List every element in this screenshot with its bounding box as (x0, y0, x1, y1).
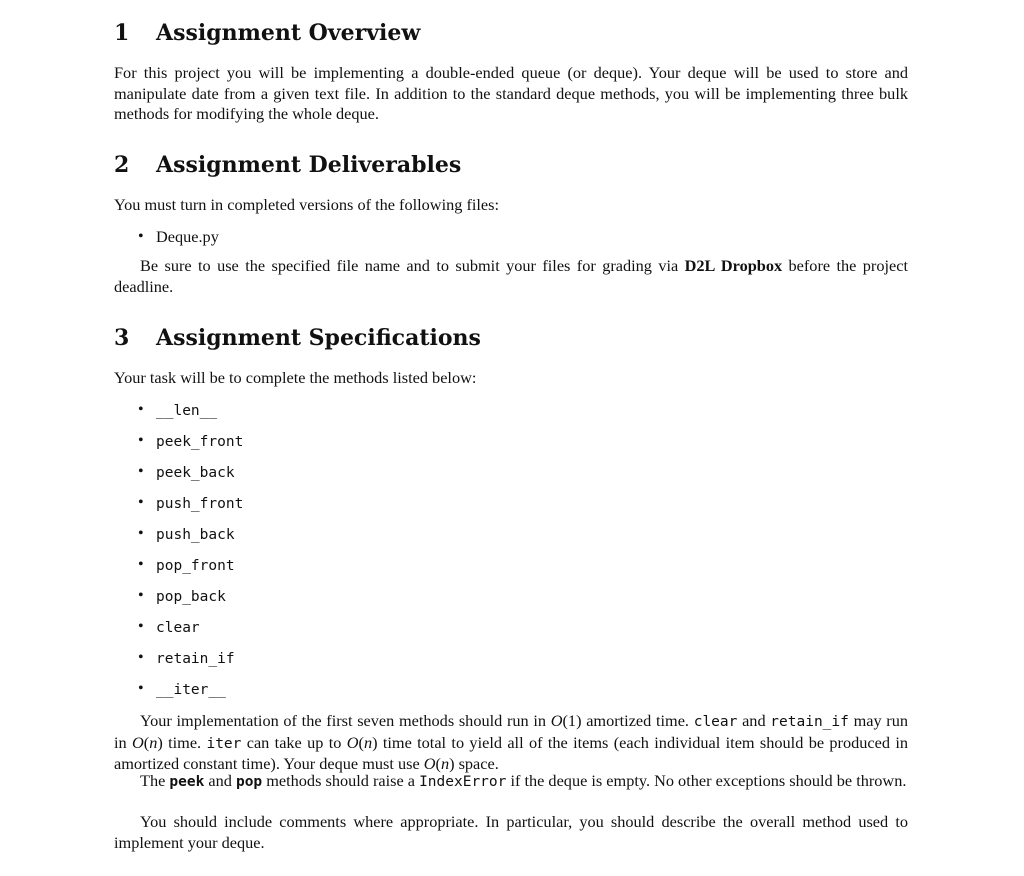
list-item (138, 227, 219, 258)
bullet-icon: • (138, 432, 144, 449)
method-name: clear (156, 620, 200, 636)
bullet-icon: • (138, 228, 144, 245)
method-name: __iter__ (156, 682, 226, 698)
bullet-icon: • (138, 463, 144, 480)
list-item (138, 617, 243, 648)
comments-paragraph: You should include comments where appropriate. In particular, you should describe the overall method used to implement your deque. (114, 812, 908, 852)
method-name: pop_back (156, 589, 226, 605)
list-item (138, 555, 243, 586)
method-name: peek_back (156, 465, 235, 481)
section-heading-specifications (114, 324, 481, 352)
list-item (138, 462, 243, 493)
method-name: __len__ (156, 403, 218, 419)
specifications-intro: Your task will be to complete the methods listed below: (114, 368, 477, 387)
section-title: Assignment Specifications (156, 325, 481, 351)
bullet-icon: • (138, 680, 144, 697)
section-number: 2 (114, 152, 130, 178)
bullet-icon: • (138, 525, 144, 542)
list-item (138, 493, 243, 524)
method-name: pop_front (156, 558, 235, 574)
method-name: retain_if (156, 651, 235, 667)
list-item (138, 586, 243, 617)
note-text: Be sure to use the specified file name and to submit your files for grading via (140, 256, 685, 275)
note-text: before the project deadline. (114, 256, 908, 296)
section-title: Assignment Deliverables (156, 152, 462, 178)
bullet-icon: • (138, 587, 144, 604)
bullet-icon: • (138, 494, 144, 511)
section-number: 1 (114, 20, 130, 46)
methods-list (138, 400, 243, 710)
method-name: push_front (156, 496, 244, 512)
exceptions-paragraph: The peek and pop methods should raise a IndexError if the deque is empty. No other exceptions should be thrown. (140, 771, 907, 790)
section-heading-overview (114, 19, 420, 47)
list-item (138, 400, 243, 431)
file-name: Deque.py (156, 227, 219, 246)
list-item (138, 679, 243, 710)
deliverables-note (114, 256, 908, 297)
section-number: 3 (114, 325, 130, 351)
bullet-icon: • (138, 556, 144, 573)
complexity-paragraph: Your implementation of the first seven methods should run in O(1) amortized time. clear and retain_if may run in O(n) time. iter can take up to O(n) time total to yield all of the items (each individual item should be produced in amortized constant time). Your deque must use O(n) space. (114, 711, 909, 773)
bullet-icon: • (138, 649, 144, 666)
overview-paragraph: For this project you will be implementing a double-ended queue (or deque). Your deque will be used to store and manipulate date from a given text file. In addition to the standard deque methods, you will be implementing three bulk methods for modifying the whole deque. (114, 63, 908, 123)
bullet-icon: • (138, 401, 144, 418)
deliverables-intro: You must turn in completed versions of the following files: (114, 195, 499, 214)
bullet-icon: • (138, 618, 144, 635)
method-name: peek_front (156, 434, 244, 450)
deliverables-file-list (138, 227, 219, 258)
list-item (138, 431, 243, 462)
section-heading-deliverables (114, 151, 461, 179)
dropbox-label: D2L Dropbox (684, 256, 783, 275)
list-item (138, 524, 243, 555)
list-item (138, 648, 243, 679)
method-name: push_back (156, 527, 235, 543)
section-title: Assignment Overview (156, 20, 421, 46)
